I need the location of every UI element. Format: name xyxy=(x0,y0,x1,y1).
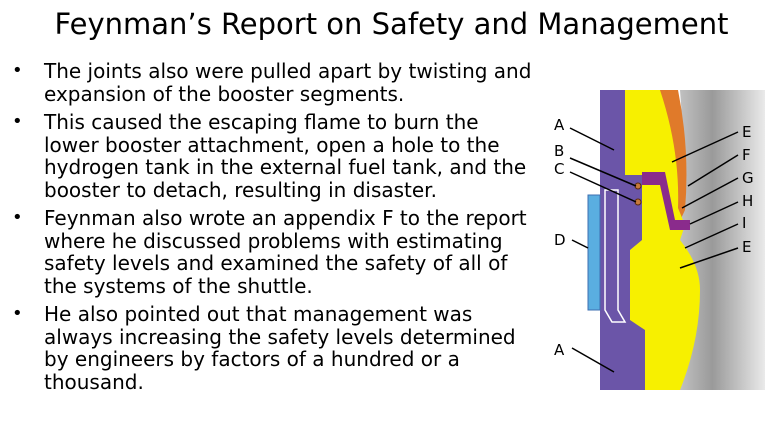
bullet-item xyxy=(8,207,538,297)
bullet-marker: • xyxy=(12,111,23,132)
bullet-marker: • xyxy=(12,207,23,228)
slide-title: Feynman’s Report on Safety and Management xyxy=(54,7,729,41)
bullet-marker: • xyxy=(12,303,23,324)
bullet-item xyxy=(8,60,538,105)
label-a-bottom: A xyxy=(554,341,565,359)
bullet-marker: • xyxy=(12,60,23,81)
bullet-text: Feynman also wrote an appendix F to the report where he discussed problems with estimating safety levels and examined the safety of all of the systems of the shuttle. xyxy=(44,206,527,298)
bullet-item xyxy=(8,303,538,393)
field-joint-diagram xyxy=(550,90,780,410)
bullet-text: The joints also were pulled apart by twisting and expansion of the booster segments. xyxy=(44,59,532,106)
label-f: F xyxy=(742,146,751,164)
shim xyxy=(588,195,600,310)
bullet-text: This caused the escaping flame to burn the lower booster attachment, open a hole to the hydrogen tank in the external fuel tank, and the booster to detach, resulting in disaster. xyxy=(44,110,527,202)
label-e-bottom: E xyxy=(742,238,752,256)
label-a-top: A xyxy=(554,116,565,134)
label-c: C xyxy=(554,160,565,178)
bullet-item xyxy=(8,111,538,201)
label-b: B xyxy=(554,142,565,160)
bullet-text: He also pointed out that management was always increasing the safety levels determined by engineers by factors of a hundred or a thousand. xyxy=(44,302,516,394)
label-g: G xyxy=(742,169,754,187)
label-e-top: E xyxy=(742,123,752,141)
label-i: I xyxy=(742,214,747,232)
label-h: H xyxy=(742,192,754,210)
label-d: D xyxy=(554,231,566,249)
bullet-list xyxy=(8,60,538,399)
